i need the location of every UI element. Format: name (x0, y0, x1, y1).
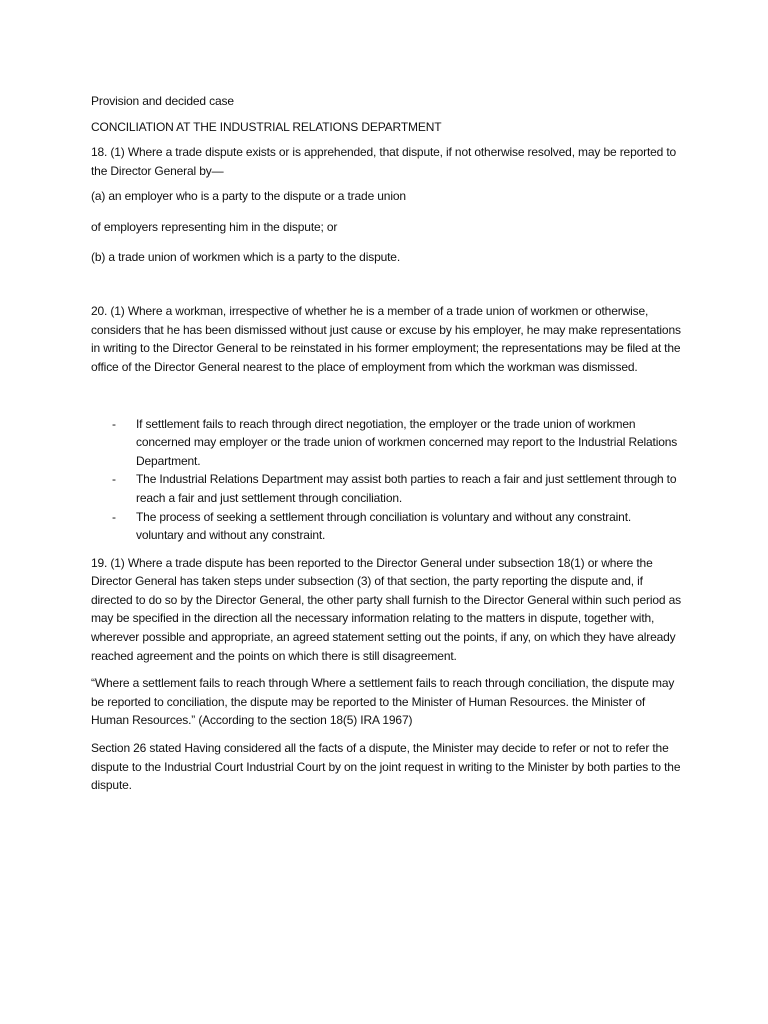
section-18-paragraph: 18. (1) Where a trade dispute exists or is apprehended, that dispute, if not otherwise resolved, may be reported to the Director General by— (91, 145, 677, 178)
bullet-text: If settlement fails to reach through direct negotiation, the employer or the trade union of workmen concerned may employer or the trade union of workmen concerned may report to the Industrial Relations Department. (136, 416, 678, 468)
bullet-text: The process of seeking a settlement through conciliation is voluntary and without any constraint. voluntary and without any constraint. (136, 509, 632, 543)
quote-paragraph: “Where a settlement fails to reach through Where a settlement fails to reach through conciliation, the dispute may be reported to conciliation, the dispute may be reported to the Minister of Human Resources. the Minister of Human Resources.” (According to the section 18(5) IRA 1967) (91, 676, 675, 728)
bullet-dash: - (112, 472, 116, 487)
section-26-paragraph: Section 26 stated Having considered all the facts of a dispute, the Minister may decide to refer or not to refer the dispute to the Industrial Court Industrial Court by on the joint request in writing to the Minister by both parties to the dispute. (91, 741, 681, 793)
section-18-item-b: (b) a trade union of workmen which is a party to the dispute. (91, 249, 401, 264)
bullet-list (91, 415, 681, 545)
bullet-item (91, 470, 681, 507)
section-18-item-a-continued: of employers representing him in the dispute; or (91, 219, 338, 234)
document-title: Provision and decided case (91, 94, 234, 108)
section-19-paragraph: 19. (1) Where a trade dispute has been reported to the Director General under subsection 18(1) or where the Director General has taken steps under subsection (3) of that section, the party reporting the dispute and, if directed to do so by the Director General, the other party shall furnish to the Director General within such period as may be specified in the direction all the necessary information relating to the matters in dispute, together with, wherever possible and appropriate, an agreed statement setting out the points, if any, on which they have already reached agreement and the points on which there is still disagreement. (91, 555, 681, 663)
bullet-text: The Industrial Relations Department may assist both parties to reach a fair and just settlement through to reach a fair and just settlement through conciliation. (136, 472, 677, 505)
bullet-item (91, 508, 681, 545)
section-20-paragraph: 20. (1) Where a workman, irrespective of whether he is a member of a trade union of workmen or otherwise, considers that he has been dismissed without just cause or excuse by his employer, he may make representations in writing to the Director General to be reinstated in his former employment; the representations may be filed at the office of the Director General nearest to the place of employment from which the workman was dismissed. (91, 304, 681, 374)
bullet-dash: - (112, 416, 116, 431)
bullet-dash: - (112, 509, 116, 524)
document-body (91, 92, 681, 795)
section-heading: CONCILIATION AT THE INDUSTRIAL RELATIONS DEPARTMENT (91, 119, 442, 134)
section-18-item-a: (a) an employer who is a party to the dispute or a trade union (91, 189, 406, 204)
bullet-item (91, 415, 681, 471)
